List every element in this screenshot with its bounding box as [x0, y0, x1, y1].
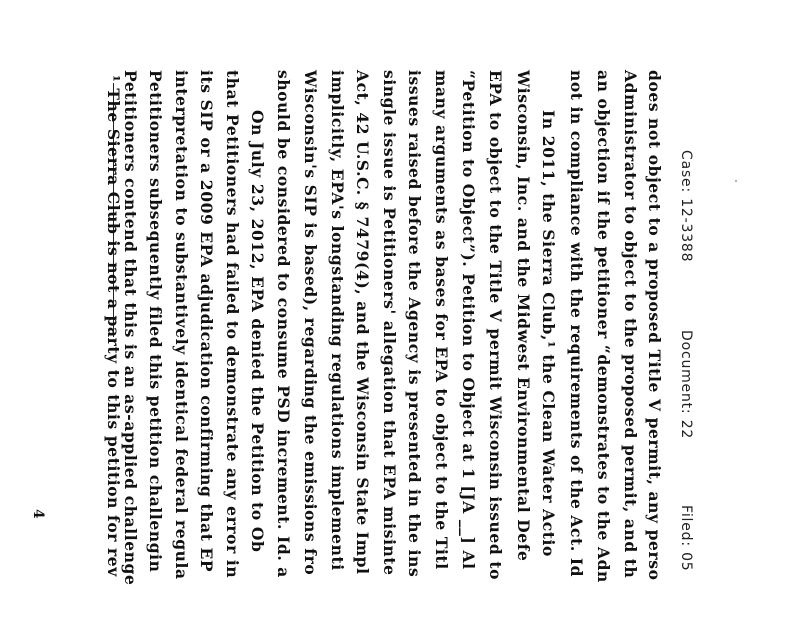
- page-number: 4: [30, 509, 46, 519]
- body-line: issues raised before the Agency is presented in the ins: [405, 70, 424, 578]
- body-line: Petitioners contend that this is an as-applied challenge: [121, 70, 140, 586]
- body-line: should be considered to consume PSD increment. Id. a: [274, 70, 293, 578]
- filed-date: Filed: 05: [678, 505, 694, 572]
- body-line: does not object to a proposed Title V permit, any perso: [645, 70, 664, 581]
- document-number: Document: 22: [678, 330, 694, 440]
- body-line: implicitly, EPA's longstanding regulations implementi: [328, 70, 347, 571]
- body-line: Administrator to object to the proposed permit, and th: [621, 70, 640, 579]
- body-line: an objection if the petitioner “demonstrates to the Adn: [594, 70, 613, 583]
- body-line: Act, 42 U.S.C. § 7479(4), and the Wisconsin State Impl: [353, 70, 372, 575]
- body-line: that Petitioners had failed to demonstrate any error in: [223, 70, 242, 579]
- body-line: many arguments as bases for EPA to object to the Titl: [432, 70, 451, 570]
- footnote-text: ¹ The Sierra Club is not a party to this petition for rev: [104, 75, 123, 577]
- body-line: Petitioners subsequently filed this petition challengin: [146, 70, 165, 573]
- body-line: In 2011, the Sierra Club,¹ the Clean Water Actio: [539, 110, 558, 557]
- scan-speck: [735, 180, 737, 182]
- body-line: “Petition to Object”). Petition to Object at 1 [JA __] Al: [459, 70, 478, 570]
- body-line: not in compliance with the requirements of the Act. Id: [567, 70, 586, 578]
- body-line: On July 23, 2012, EPA denied the Petition to Ob: [248, 110, 267, 553]
- body-line: its SIP or a 2009 EPA adjudication confirming that EP: [197, 70, 216, 573]
- body-line: single issue is Petitioners' allegation that EPA misinte: [380, 70, 399, 576]
- body-line: interpretation to substantively identical federal regula: [172, 70, 191, 580]
- body-line: Wisconsin, Inc. and the Midwest Environmental Defe: [514, 70, 533, 562]
- body-line: Wisconsin's SIP is based), regarding the emissions fro: [301, 70, 320, 576]
- body-line: EPA to object to the Title V permit Wisconsin issued to: [486, 70, 505, 581]
- case-number: Case: 12-3388: [678, 150, 694, 263]
